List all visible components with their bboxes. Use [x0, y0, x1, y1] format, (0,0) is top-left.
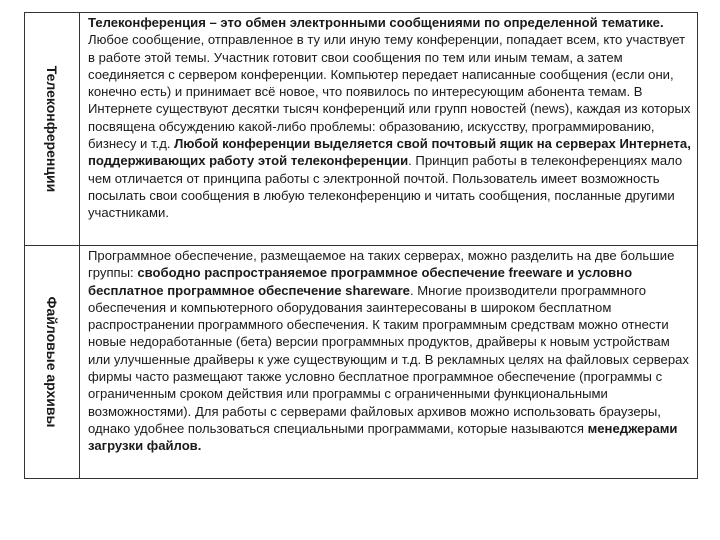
row-label: Телеконференции — [44, 65, 60, 193]
text-plain: Программное обеспечение, размещаемое на таких серверах, можно разделить на две большие группы: — [88, 248, 675, 281]
row-label: Файловые архивы — [44, 296, 60, 428]
text-bold: свободно распространяемое программное обеспечение freeware и условно бесплатное программное обеспечение shareware — [88, 265, 633, 298]
document-table — [24, 12, 698, 479]
text-plain: . Многие производители программного обеспечения и компьютерного оборудования заинтересованы в широком бесплатном распространении программного обеспечения. К таким программным средствам можно отнести новые недоработанные (бета) версии программных продуктов, драйверы к новым устройствам или улучшенные драйверы к уже существующим и т.д. В рекламных целях на файловых серверах фирмы часто размещают также условно бесплатное программное обеспечение (программы с ограниченным сроком действия или программы с ограниченными функциональными возможностями). Для работы с серверами файловых архивов можно использовать браузеры, однако удобнее пользоваться специальными программами, которые называются — [88, 282, 689, 436]
table-row — [25, 13, 698, 246]
text-bold: Любой конференции выделяется свой почтовый ящик на серверах Интернета, поддерживающих работу этой телеконференции — [88, 136, 691, 169]
text-bold: менеджерами загрузки файлов. — [88, 420, 678, 454]
table-row — [25, 246, 698, 479]
row-content — [80, 13, 698, 246]
text-bold: Телеконференция – это обмен электронными сообщениями по определенной тематике. — [88, 15, 664, 30]
text-plain: . Принцип работы в телеконференциях мало чем отличается от принципа работы с электронной почтой. Пользователь имеет возможность посылать свои сообщения в любую телеконференцию и читать сообщения, посланные другими участниками. — [88, 153, 683, 221]
text-plain: Любое сообщение, отправленное в ту или иную тему конференции, попадает всем, кто участвует в работе этой темы. Участник готовит свои сообщения по тем или иным темам, а затем соединяется с сервером конференции. Компьютер передает написанные сообщения (если они, конечно есть) и принимает всё новое, что появилось по интересующим абонента темам. В Интернете существуют десятки тысяч конференций или групп новостей (news), каждая из которых посвящена обсуждению какой-либо проблемы: образованию, искусству, программированию, бизнесу и т.д. — [88, 32, 691, 152]
row-content — [80, 246, 698, 479]
row-label-cell — [25, 246, 80, 479]
row-label-cell — [25, 13, 80, 246]
